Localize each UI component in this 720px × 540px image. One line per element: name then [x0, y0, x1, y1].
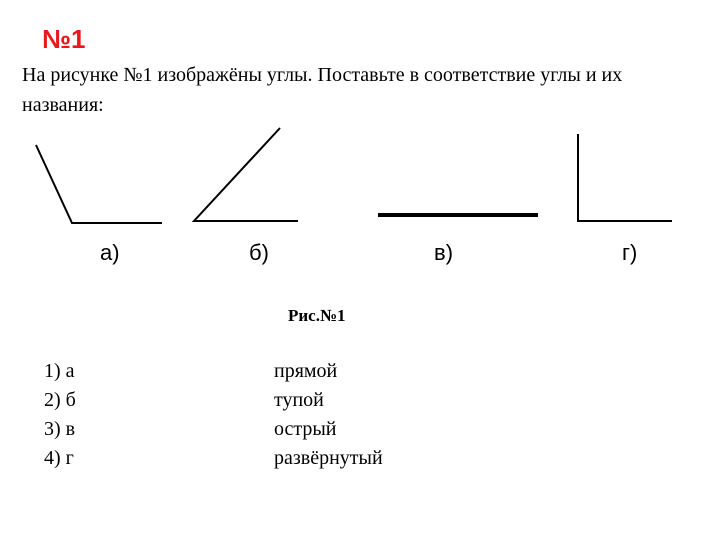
- angle-name-item: тупой: [274, 389, 324, 411]
- task-text: На рисунке №1 изображёны углы. Поставьте в соответствие углы и их названия:: [22, 64, 623, 116]
- angle-label-a: а): [100, 240, 120, 265]
- angle-options-list: [44, 357, 76, 473]
- option-item: 3) в: [44, 418, 76, 440]
- angle-g-right: [578, 134, 672, 221]
- angle-a-obtuse: [36, 145, 162, 223]
- angle-label-v: в): [434, 240, 454, 265]
- angle-b-acute: [194, 128, 298, 221]
- option-item: 2) б: [44, 389, 76, 411]
- angle-label-g: г): [622, 240, 638, 265]
- angle-name-item: прямой: [274, 360, 338, 382]
- task-number-heading: №1: [42, 24, 86, 54]
- option-item: 1) а: [44, 360, 75, 382]
- option-item: 4) г: [44, 447, 74, 469]
- figure-caption: Рис.№1: [288, 306, 346, 325]
- angle-name-item: острый: [274, 418, 337, 440]
- angle-names-list: [274, 357, 383, 473]
- angle-name-item: развёрнутый: [274, 447, 383, 469]
- angle-label-b: б): [249, 240, 269, 265]
